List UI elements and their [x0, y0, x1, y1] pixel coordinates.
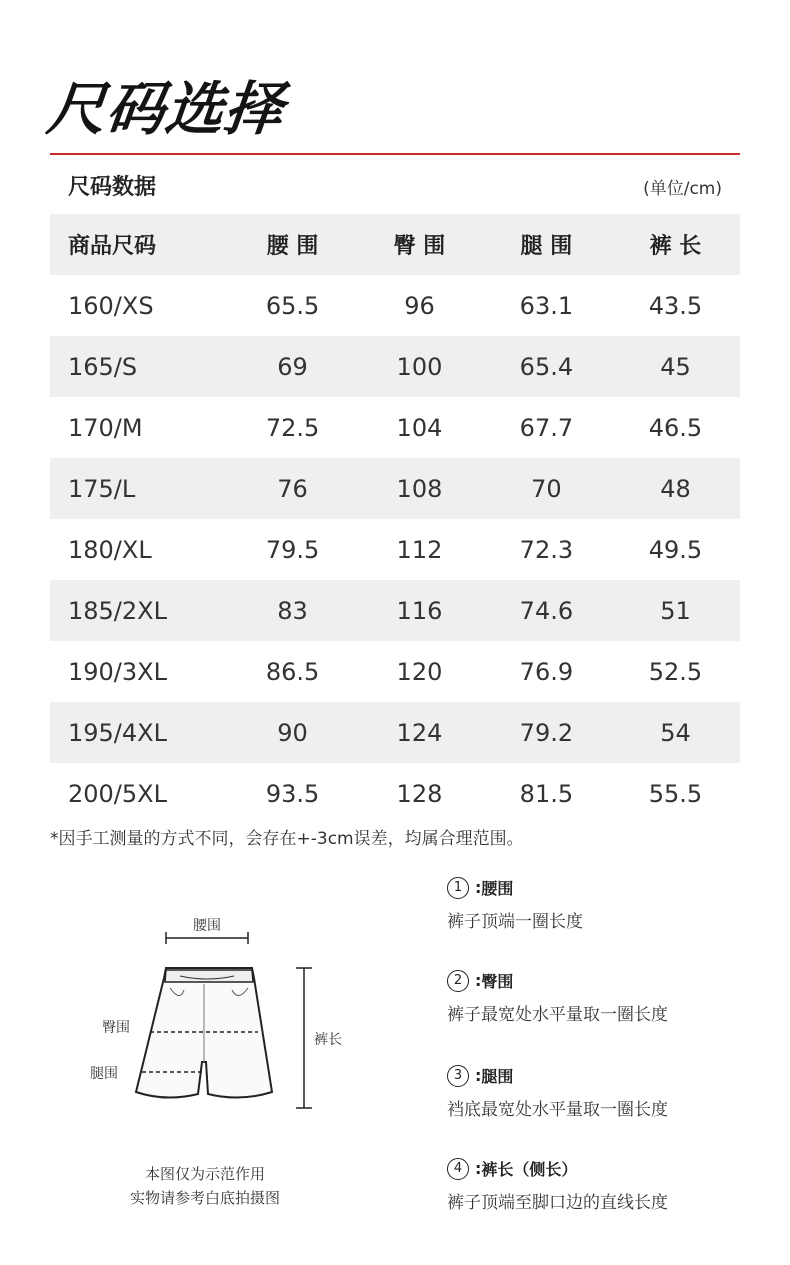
cell-hip: 100 — [396, 352, 443, 381]
cell-waist: 69 — [277, 352, 308, 381]
cell-hip: 96 — [404, 291, 435, 320]
cell-hip: 116 — [396, 596, 443, 625]
shorts-diagram — [80, 912, 370, 1112]
definition-title: 腿围 — [481, 1067, 514, 1086]
header-thigh: 腿 围 — [520, 234, 573, 259]
table-row — [50, 519, 740, 580]
definition-thigh: 3 : 腿围 裆底最宽处水平量取一圈长度 — [447, 1066, 668, 1120]
section-title: 尺码数据 — [68, 175, 157, 200]
table-row — [50, 336, 740, 397]
diagram-hip-label: 臀围 — [102, 1020, 130, 1036]
cell-waist: 93.5 — [265, 779, 320, 808]
cell-size: 165/S — [68, 352, 138, 381]
cell-thigh: 76.9 — [519, 657, 574, 686]
cell-size: 200/5XL — [68, 779, 167, 808]
definition-waist: 1 : 腰围 裤子顶端一圈长度 — [447, 878, 583, 932]
cell-waist: 65.5 — [265, 291, 320, 320]
table-row — [50, 275, 740, 336]
definition-title: 裤长（侧长） — [481, 1160, 578, 1179]
table-row — [50, 397, 740, 458]
cell-thigh: 72.3 — [519, 535, 574, 564]
cell-waist: 72.5 — [265, 413, 320, 442]
cell-size: 170/M — [68, 413, 143, 442]
cell-hip: 128 — [396, 779, 443, 808]
definition-text: 裤子最宽处水平量取一圈长度 — [447, 1005, 668, 1025]
page-title: 尺码选择 — [43, 75, 288, 143]
header-length: 裤 长 — [649, 234, 702, 259]
cell-thigh: 67.7 — [519, 413, 574, 442]
table-row — [50, 458, 740, 519]
cell-size: 160/XS — [68, 291, 154, 320]
cell-hip: 108 — [396, 474, 443, 503]
definition-text: 裤子顶端至脚口边的直线长度 — [447, 1193, 668, 1213]
definition-text: 裆底最宽处水平量取一圈长度 — [447, 1100, 668, 1120]
table-row — [50, 763, 740, 824]
cell-hip: 112 — [396, 535, 443, 564]
cell-hip: 120 — [396, 657, 443, 686]
diagram-waist-label: 腰围 — [193, 918, 221, 934]
definition-text: 裤子顶端一圈长度 — [447, 912, 583, 932]
cell-waist: 90 — [277, 718, 308, 747]
cell-size: 180/XL — [68, 535, 152, 564]
cell-length: 51 — [660, 596, 691, 625]
cell-length: 49.5 — [648, 535, 703, 564]
cell-size: 195/4XL — [68, 718, 167, 747]
cell-length: 48 — [660, 474, 691, 503]
cell-thigh: 79.2 — [519, 718, 574, 747]
cell-length: 55.5 — [648, 779, 703, 808]
cell-waist: 79.5 — [265, 535, 320, 564]
size-table — [50, 214, 740, 824]
table-header-row — [50, 214, 740, 275]
diagram-length-label: 裤长 — [314, 1032, 342, 1048]
cell-thigh: 70 — [531, 474, 562, 503]
title-divider — [50, 153, 740, 155]
cell-length: 43.5 — [648, 291, 703, 320]
cell-length: 52.5 — [648, 657, 703, 686]
definition-hip: 2 : 臀围 裤子最宽处水平量取一圈长度 — [447, 971, 668, 1025]
table-row — [50, 580, 740, 641]
measurement-note: *因手工测量的方式不同，会存在+-3cm误差，均属合理范围。 — [50, 829, 524, 849]
header-hip: 臀 围 — [393, 234, 446, 259]
diagram-thigh-label: 腿围 — [90, 1066, 118, 1082]
caption-line-1: 本图仅为示范作用 — [144, 1165, 265, 1183]
circled-number-icon: 3 — [447, 1065, 469, 1087]
cell-size: 185/2XL — [68, 596, 167, 625]
table-row — [50, 702, 740, 763]
circled-number-icon: 2 — [447, 970, 469, 992]
diagram-caption — [80, 1162, 330, 1210]
table-row — [50, 641, 740, 702]
cell-waist: 86.5 — [265, 657, 320, 686]
cell-thigh: 81.5 — [519, 779, 574, 808]
cell-thigh: 74.6 — [519, 596, 574, 625]
caption-line-2: 实物请参考白底拍摄图 — [129, 1189, 280, 1207]
cell-waist: 83 — [277, 596, 308, 625]
unit-label: (单位/cm) — [643, 179, 722, 199]
cell-thigh: 63.1 — [519, 291, 574, 320]
cell-thigh: 65.4 — [519, 352, 574, 381]
cell-length: 45 — [660, 352, 691, 381]
header-waist: 腰 围 — [266, 234, 319, 259]
cell-hip: 124 — [396, 718, 443, 747]
definition-length: 4 : 裤长（侧长） 裤子顶端至脚口边的直线长度 — [447, 1159, 668, 1213]
cell-size: 175/L — [68, 474, 136, 503]
cell-hip: 104 — [396, 413, 443, 442]
cell-length: 46.5 — [648, 413, 703, 442]
cell-waist: 76 — [277, 474, 308, 503]
circled-number-icon: 4 — [447, 1158, 469, 1180]
circled-number-icon: 1 — [447, 877, 469, 899]
cell-size: 190/3XL — [68, 657, 167, 686]
header-size: 商品尺码 — [68, 234, 157, 259]
definition-title: 臀围 — [481, 972, 514, 991]
cell-length: 54 — [660, 718, 691, 747]
definition-title: 腰围 — [481, 879, 514, 898]
